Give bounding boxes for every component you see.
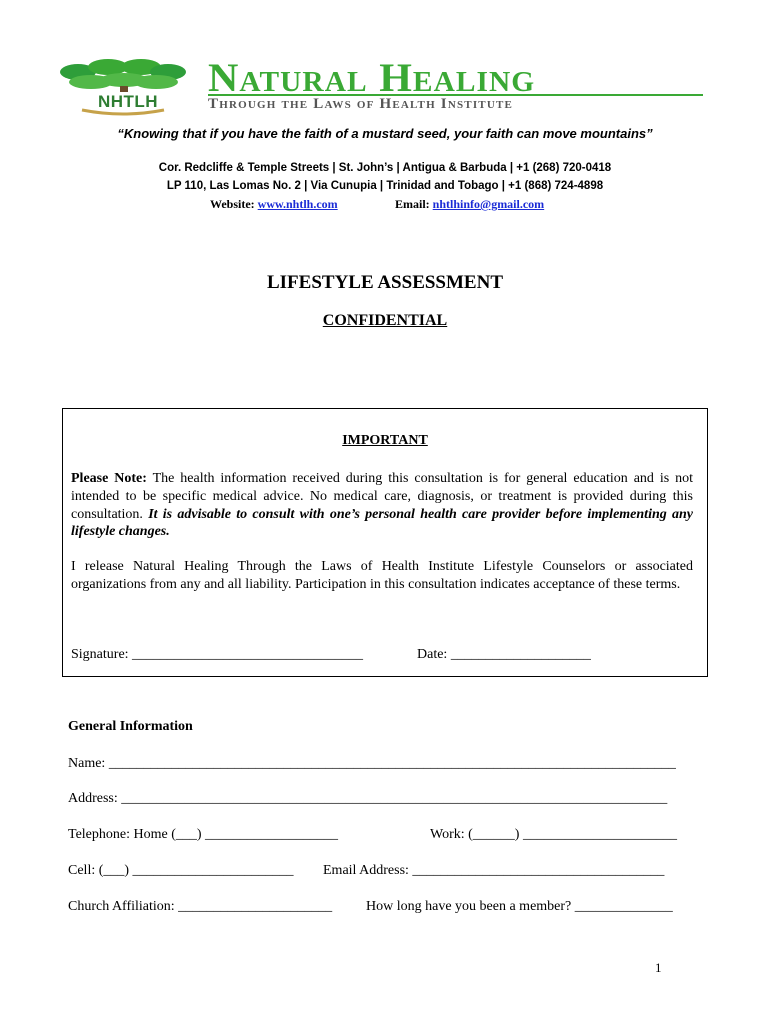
address-line-trinidad: LP 110, Las Lomas No. 2 | Via Cunupia | Trinidad and Tobago | +1 (868) 724-4898 [166, 180, 604, 192]
page-number: 1 [655, 960, 662, 975]
header-quote: “Knowing that if you have the faith of a mustard seed, your faith can move mountains” [117, 126, 653, 141]
note-text: The health information received during this consultation is for general education and is not intended to be specific medical advice. No medical care, diagnosis, or treatment is provided during this consultation. [71, 471, 694, 522]
general-info-heading: General Information [68, 719, 193, 734]
logo-badge: NHTLH [97, 92, 159, 111]
important-notice-box [62, 408, 708, 677]
name-field[interactable]: Name: _________________________________________________________________________________ [68, 756, 676, 771]
note-label: Please Note: [71, 471, 147, 486]
date-field[interactable]: Date: ____________________ [417, 647, 591, 662]
church-affiliation-field[interactable]: Church Affiliation: ______________________ [68, 899, 333, 914]
email-contact [395, 197, 544, 212]
note-emphasis: It is advisable to consult with one’s personal health care provider before implementing any lifestyle changes. [71, 506, 693, 540]
address-line-antigua: Cor. Redcliffe & Temple Streets | St. John’s | Antigua & Barbuda | +1 (268) 720-0418 [158, 162, 612, 174]
cell-field[interactable]: Cell: (___) _______________________ [68, 863, 294, 878]
website-link[interactable]: www.nhtlh.com [257, 197, 338, 211]
email-address-field[interactable]: Email Address: ____________________________________ [323, 863, 665, 878]
org-subtitle: Through the Laws of Health Institute [208, 94, 703, 109]
org-name: Natural Healing [208, 55, 536, 100]
website-contact [210, 197, 338, 212]
disclaimer-paragraph [71, 470, 693, 541]
address-field[interactable]: Address: ______________________________________________________________________________ [68, 791, 668, 806]
email-link[interactable]: nhtlhinfo@gmail.com [432, 197, 545, 211]
website-label: Website: [210, 197, 255, 211]
email-label: Email: [395, 197, 430, 211]
signature-field[interactable]: Signature: _________________________________ [71, 647, 364, 662]
document-title: LIFESTYLE ASSESSMENT [266, 272, 503, 293]
release-paragraph: I release Natural Healing Through the Laws of Health Institute Lifestyle Counselors or associated organizations from any and all liability. Participation in this consultation indicates acceptance of these terms. [71, 559, 693, 592]
work-telephone-field[interactable]: Work: (______) ______________________ [430, 827, 677, 842]
important-heading: IMPORTANT [342, 433, 428, 448]
home-telephone-field[interactable]: Telephone: Home (___) ___________________ [68, 827, 339, 842]
document-subtitle: CONFIDENTIAL [322, 312, 448, 329]
membership-duration-field[interactable]: How long have you been a member? ______________ [366, 899, 673, 914]
